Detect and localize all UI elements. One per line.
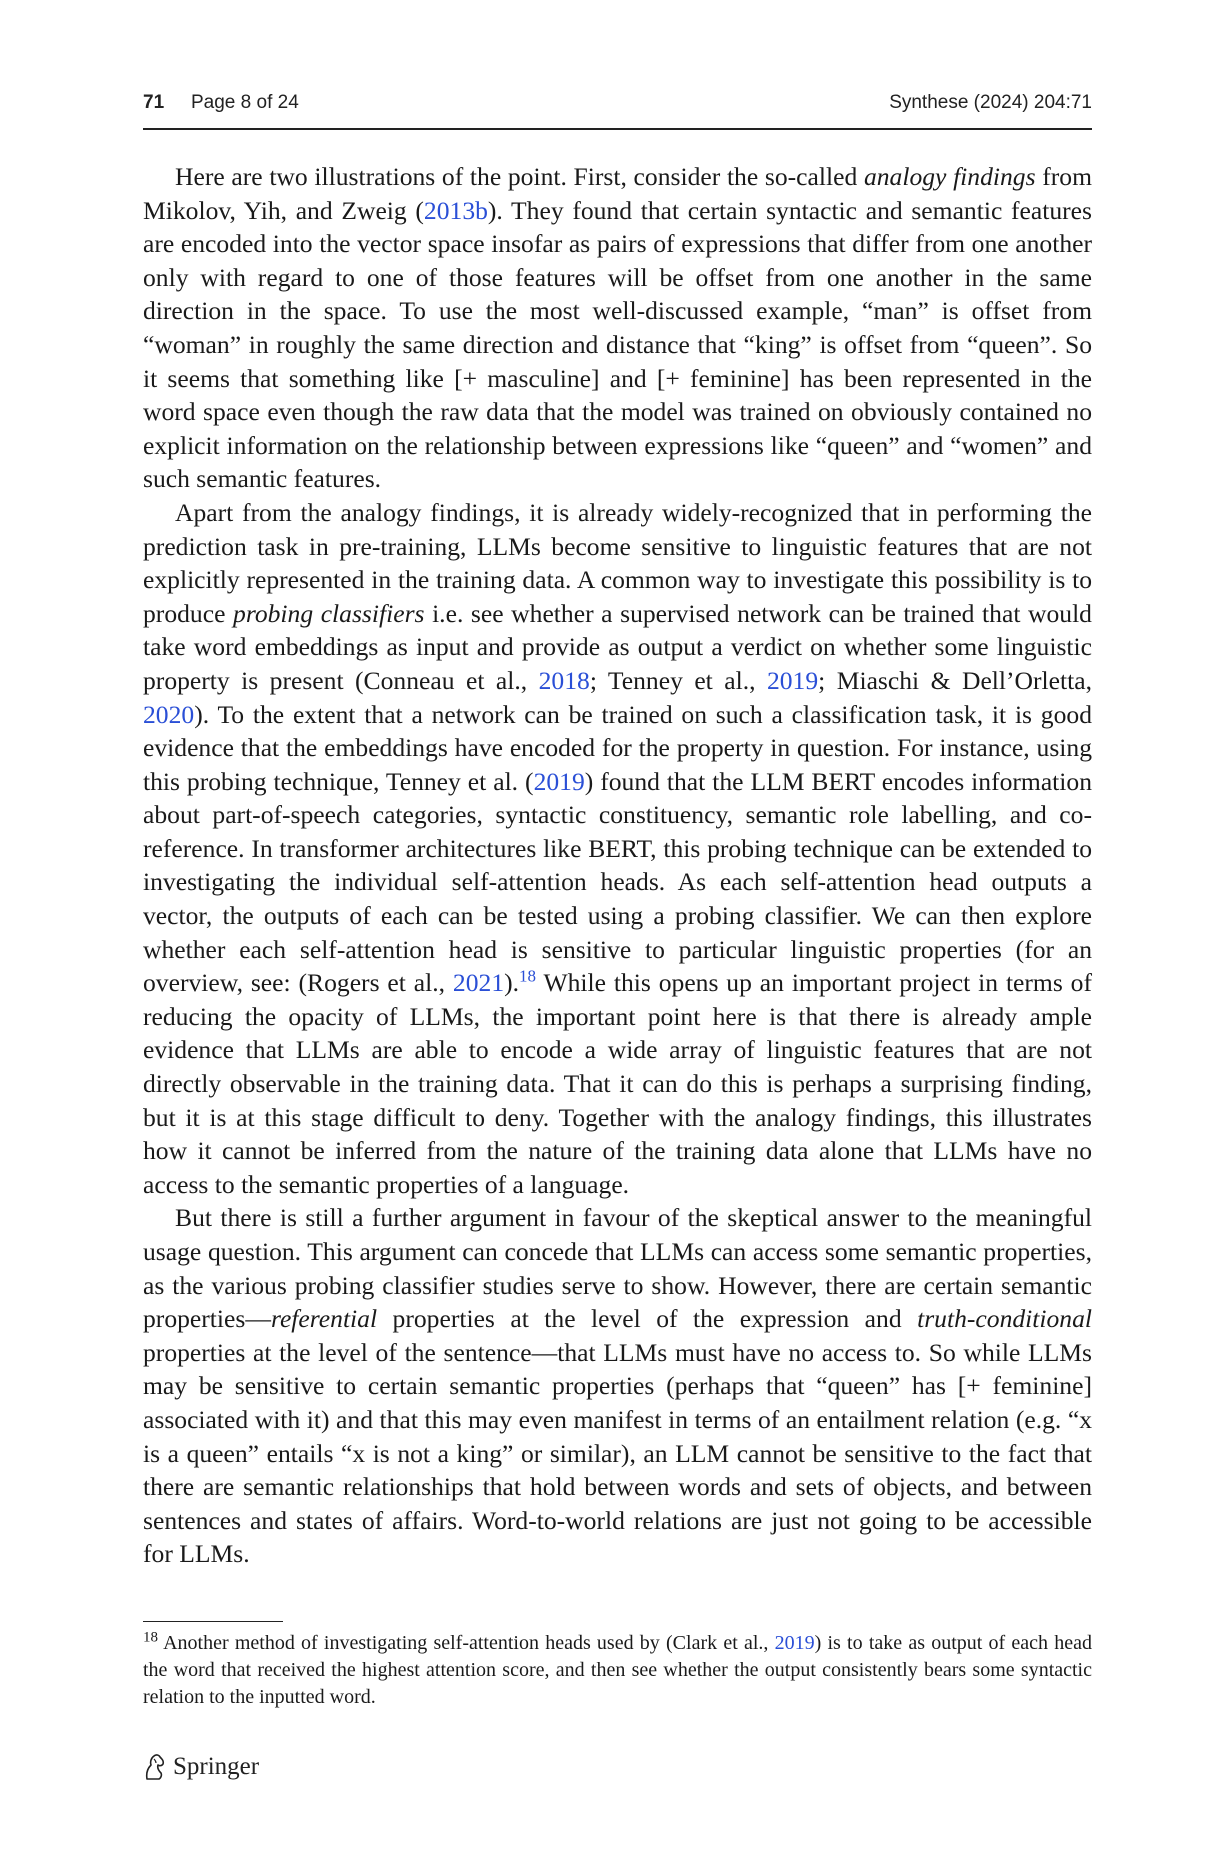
- journal-citation: Synthese (2024) 204:71: [889, 92, 1092, 113]
- paragraph-probing-classifiers: [143, 496, 1092, 1201]
- footnote-separator: [143, 1621, 283, 1622]
- footnote-ref-18[interactable]: 18: [519, 966, 537, 986]
- text-run: Another method of investigating self-attention heads used by (Clark et al.,: [158, 1632, 775, 1654]
- text-run: properties at the level of the expression and: [377, 1304, 918, 1334]
- emphasis-truth-conditional: truth-conditional: [917, 1304, 1092, 1334]
- text-run: Apart from the analogy findings, it is already widely-recognized that in performing the prediction task in pre-training, LLMs become sensitive to linguistic features that are not explicitly represented in the training data. A common way to investigate this possibility is to produce: [143, 497, 1092, 628]
- text-run: ) found that the LLM BERT encodes information about part-of-speech categories, syntactic constituency, semantic role labelling, and co-reference. In transformer architectures like BERT, this probing technique can be extended to investigating the individual self-attention heads. As each self-attention head outputs a vector, the outputs of each can be tested using a probing classifier. We can then explore whether each self-attention head is sensitive to particular linguistic properties (for an overview, see: (Rogers et al.,: [143, 766, 1092, 998]
- text-run: from Mikolov, Yih, and Zweig (: [143, 162, 1092, 225]
- publisher-name: Springer: [173, 1753, 260, 1780]
- citation-link-tenney-2[interactable]: 2019: [533, 766, 585, 796]
- text-run: ) is to take as output of each head the word that received the highest attention score, and then see whether the output consistently bears some syntactic relation to the inputted word.: [143, 1632, 1092, 1708]
- citation-link-clark[interactable]: 2019: [774, 1632, 815, 1654]
- paragraph-skeptical-argument: [143, 1201, 1092, 1571]
- emphasis-probing-classifiers: probing classifiers: [233, 598, 425, 628]
- text-run: ; Miaschi & Dell’Orletta,: [818, 665, 1093, 695]
- emphasis-referential: referential: [270, 1304, 378, 1334]
- text-run: Here are two illustrations of the point. First, consider the so-called: [175, 162, 864, 191]
- text-run: But there is still a further argument in favour of the skeptical answer to the meaningful usage question. This argument can concede that LLMs can access some semantic properties, as the various probing classifier studies serve to show. However, there are certain semantic properties—: [143, 1203, 1092, 1334]
- paragraph-analogy-findings: [143, 160, 1092, 496]
- springer-horse-logo-icon: [143, 1753, 167, 1781]
- main-text: [143, 160, 1092, 1571]
- publisher-mark: [143, 1750, 259, 1784]
- citation-link-mikolov[interactable]: 2013b: [423, 195, 488, 225]
- page-of-total: Page 8 of 24: [191, 92, 299, 113]
- citation-link-miaschi[interactable]: 2020: [143, 699, 195, 729]
- citation-link-tenney[interactable]: 2019: [766, 665, 819, 695]
- text-run: ; Tenney et al.,: [589, 665, 767, 695]
- page-number: 71: [143, 92, 165, 113]
- text-run: i.e. see whether a supervised network can be trained that would take word embeddings as input and provide as output a verdict on whether some linguistic property is present (Conneau et al.,: [143, 598, 1092, 695]
- citation-link-conneau[interactable]: 2018: [538, 665, 590, 695]
- text-run: ). To the extent that a network can be trained on such a classification task, it is good evidence that the embeddings have encoded for the property in question. For instance, using this probing technique, Tenney et al. (: [143, 699, 1092, 796]
- text-run: ). They found that certain syntactic and semantic features are encoded into the vector space insofar as pairs of expressions that differ from one another only with regard to one of those features will be offset from one another in the same direction in the space. To use the most well-discussed example, “man” is offset from “woman” in roughly the same direction and distance that “king” is offset from “queen”. So it seems that something like [+ masculine] and [+ feminine] has been represented in the word space even though the raw data that the model was trained on obviously contained no explicit information on the relationship between expressions like “queen” and “women” and such semantic features.: [143, 195, 1092, 494]
- citation-link-rogers[interactable]: 2021: [452, 968, 505, 998]
- text-run: ).: [504, 968, 520, 998]
- emphasis-analogy-findings: analogy findings: [863, 162, 1036, 191]
- footnote-18: [143, 1630, 1092, 1711]
- text-run: While this opens up an important project in terms of reducing the opacity of LLMs, the important point here is that there is already ample evidence that LLMs are able to encode a wide array of linguistic features that are not directly observable in the training data. That it can do this is perhaps a surprising finding, but it is at this stage difficult to deny. Together with the analogy findings, this illustrates how it cannot be inferred from the nature of the training data alone that LLMs have no access to the semantic properties of a language.: [143, 968, 1092, 1199]
- text-run: properties at the level of the sentence—that LLMs must have no access to. So while LLMs may be sensitive to certain semantic properties (perhaps that “queen” has [+ feminine] associated with it) and that this may even manifest in terms of an entailment relation (e.g. “x is a queen” entails “x is not a king” or similar), an LLM cannot be sensitive to the fact that there are semantic relationships that hold between words and sets of objects, and between sentences and states of affairs. Word-to-world relations are just not going to be accessible for LLMs.: [143, 1337, 1092, 1569]
- running-header: [143, 92, 1092, 130]
- footnote-number: 18: [143, 1629, 158, 1646]
